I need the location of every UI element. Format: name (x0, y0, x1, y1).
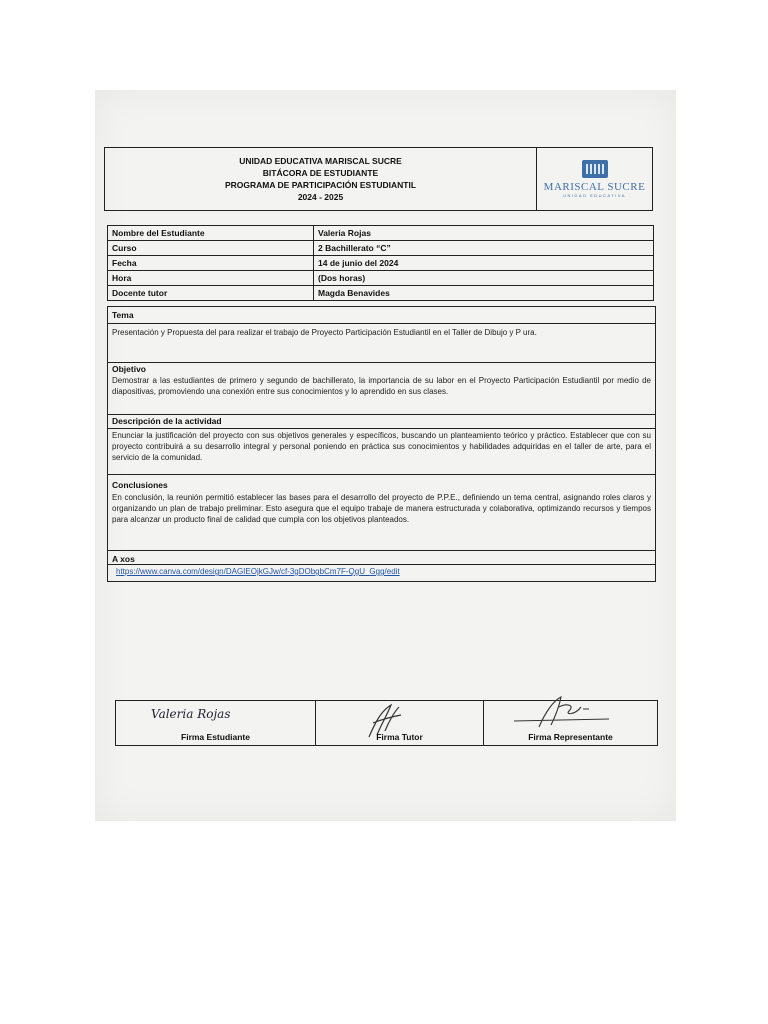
log-title: BITÁCORA DE ESTUDIANTE (262, 168, 379, 178)
table-row (108, 241, 654, 256)
school-logo (537, 148, 652, 210)
table-row (108, 271, 654, 286)
conclusiones-title: Conclusiones (112, 480, 168, 490)
info-label: Nombre del Estudiante (108, 226, 314, 241)
logo-name: MARISCAL SUCRE (543, 181, 646, 193)
objetivo-text: Demostrar a las estudiantes de primero y segundo de bachillerato, la importancia de su labor en el Proyecto Participación Estudiantil por medio de diapositivas, promoviendo una conexión entre sus conocimientos y lo aprendido en sus clases. (112, 376, 651, 396)
school-name: UNIDAD EDUCATIVA MARISCAL SUCRE (239, 156, 402, 166)
table-row (108, 226, 654, 241)
anexos-title: A xos (112, 554, 135, 564)
tutor-signature-label: Firma Tutor (376, 732, 423, 742)
info-label: Docente tutor (108, 286, 314, 301)
info-label: Hora (108, 271, 314, 286)
school-year: 2024 - 2025 (297, 192, 344, 202)
divider (108, 550, 655, 551)
divider (108, 362, 655, 363)
student-info-table (107, 225, 654, 301)
info-value: 14 de junio del 2024 (314, 256, 654, 271)
anexos-link[interactable]: https://www.canva.com/design/DAGIEOjkGJw/cf-3gDObgbCm7F-QgU_Ggg/edit (116, 567, 400, 576)
table-row (108, 286, 654, 301)
descripcion-text: Enunciar la justificación del proyecto con sus objetivos generales y específicos, buscando un planteamiento teórico y práctico. Establecer que con su proyecto contribuirá a su desarrollo integral y personal poniendo en práctica sus conocimientos y habilidades adquiridas en el taller de arte, para el servicio de la comunidad. (112, 431, 651, 462)
tutor-signature-cell (316, 701, 484, 745)
tema-text: Presentación y Propuesta del para realizar el trabajo de Proyecto Participación Estudiantil en el Taller de Dibujo y P ura. (112, 328, 537, 337)
divider (108, 414, 655, 415)
tema-title: Tema (112, 310, 134, 320)
program-title: PROGRAMA DE PARTICIPACIÓN ESTUDIANTIL (224, 180, 417, 190)
info-label: Curso (108, 241, 314, 256)
objetivo-title: Objetivo (112, 364, 147, 374)
activity-sections (107, 306, 656, 582)
student-signature-label: Firma Estudiante (181, 732, 250, 742)
info-value: (Dos horas) (314, 271, 654, 286)
logo-subtitle: UNIDAD EDUCATIVA (563, 193, 626, 198)
student-signature: Valeria Rojas (151, 707, 231, 721)
conclusiones-text: En conclusión, la reunión permitió establecer las bases para el desarrollo del proyecto de P.P.E., definiendo un tema central, asignando roles claros y organizando un plan de trabajo preliminar. Esto asegura que el equipo trabaje de manera estructurada y colaborativa, optimizando recursos y tiempos para alcanzar un producto final de calidad que cumpla con los objetivos planteados. (112, 493, 651, 524)
document-header (104, 147, 653, 211)
header-titles (105, 148, 537, 210)
divider (108, 428, 655, 429)
student-signature-cell (116, 701, 316, 745)
divider (108, 323, 655, 324)
building-icon (582, 160, 608, 178)
representative-signature-cell (484, 701, 657, 745)
document-page (95, 90, 676, 821)
divider (108, 474, 655, 475)
info-value: Valeria Rojas (314, 226, 654, 241)
signature-table (115, 700, 658, 746)
table-row (108, 256, 654, 271)
info-label: Fecha (108, 256, 314, 271)
descripcion-title: Descripción de la actividad (112, 416, 222, 426)
representative-signature-label: Firma Representante (528, 732, 613, 742)
divider (108, 564, 655, 565)
info-value: Magda Benavides (314, 286, 654, 301)
info-value: 2 Bachillerato “C” (314, 241, 654, 256)
representative-signature (509, 693, 619, 733)
